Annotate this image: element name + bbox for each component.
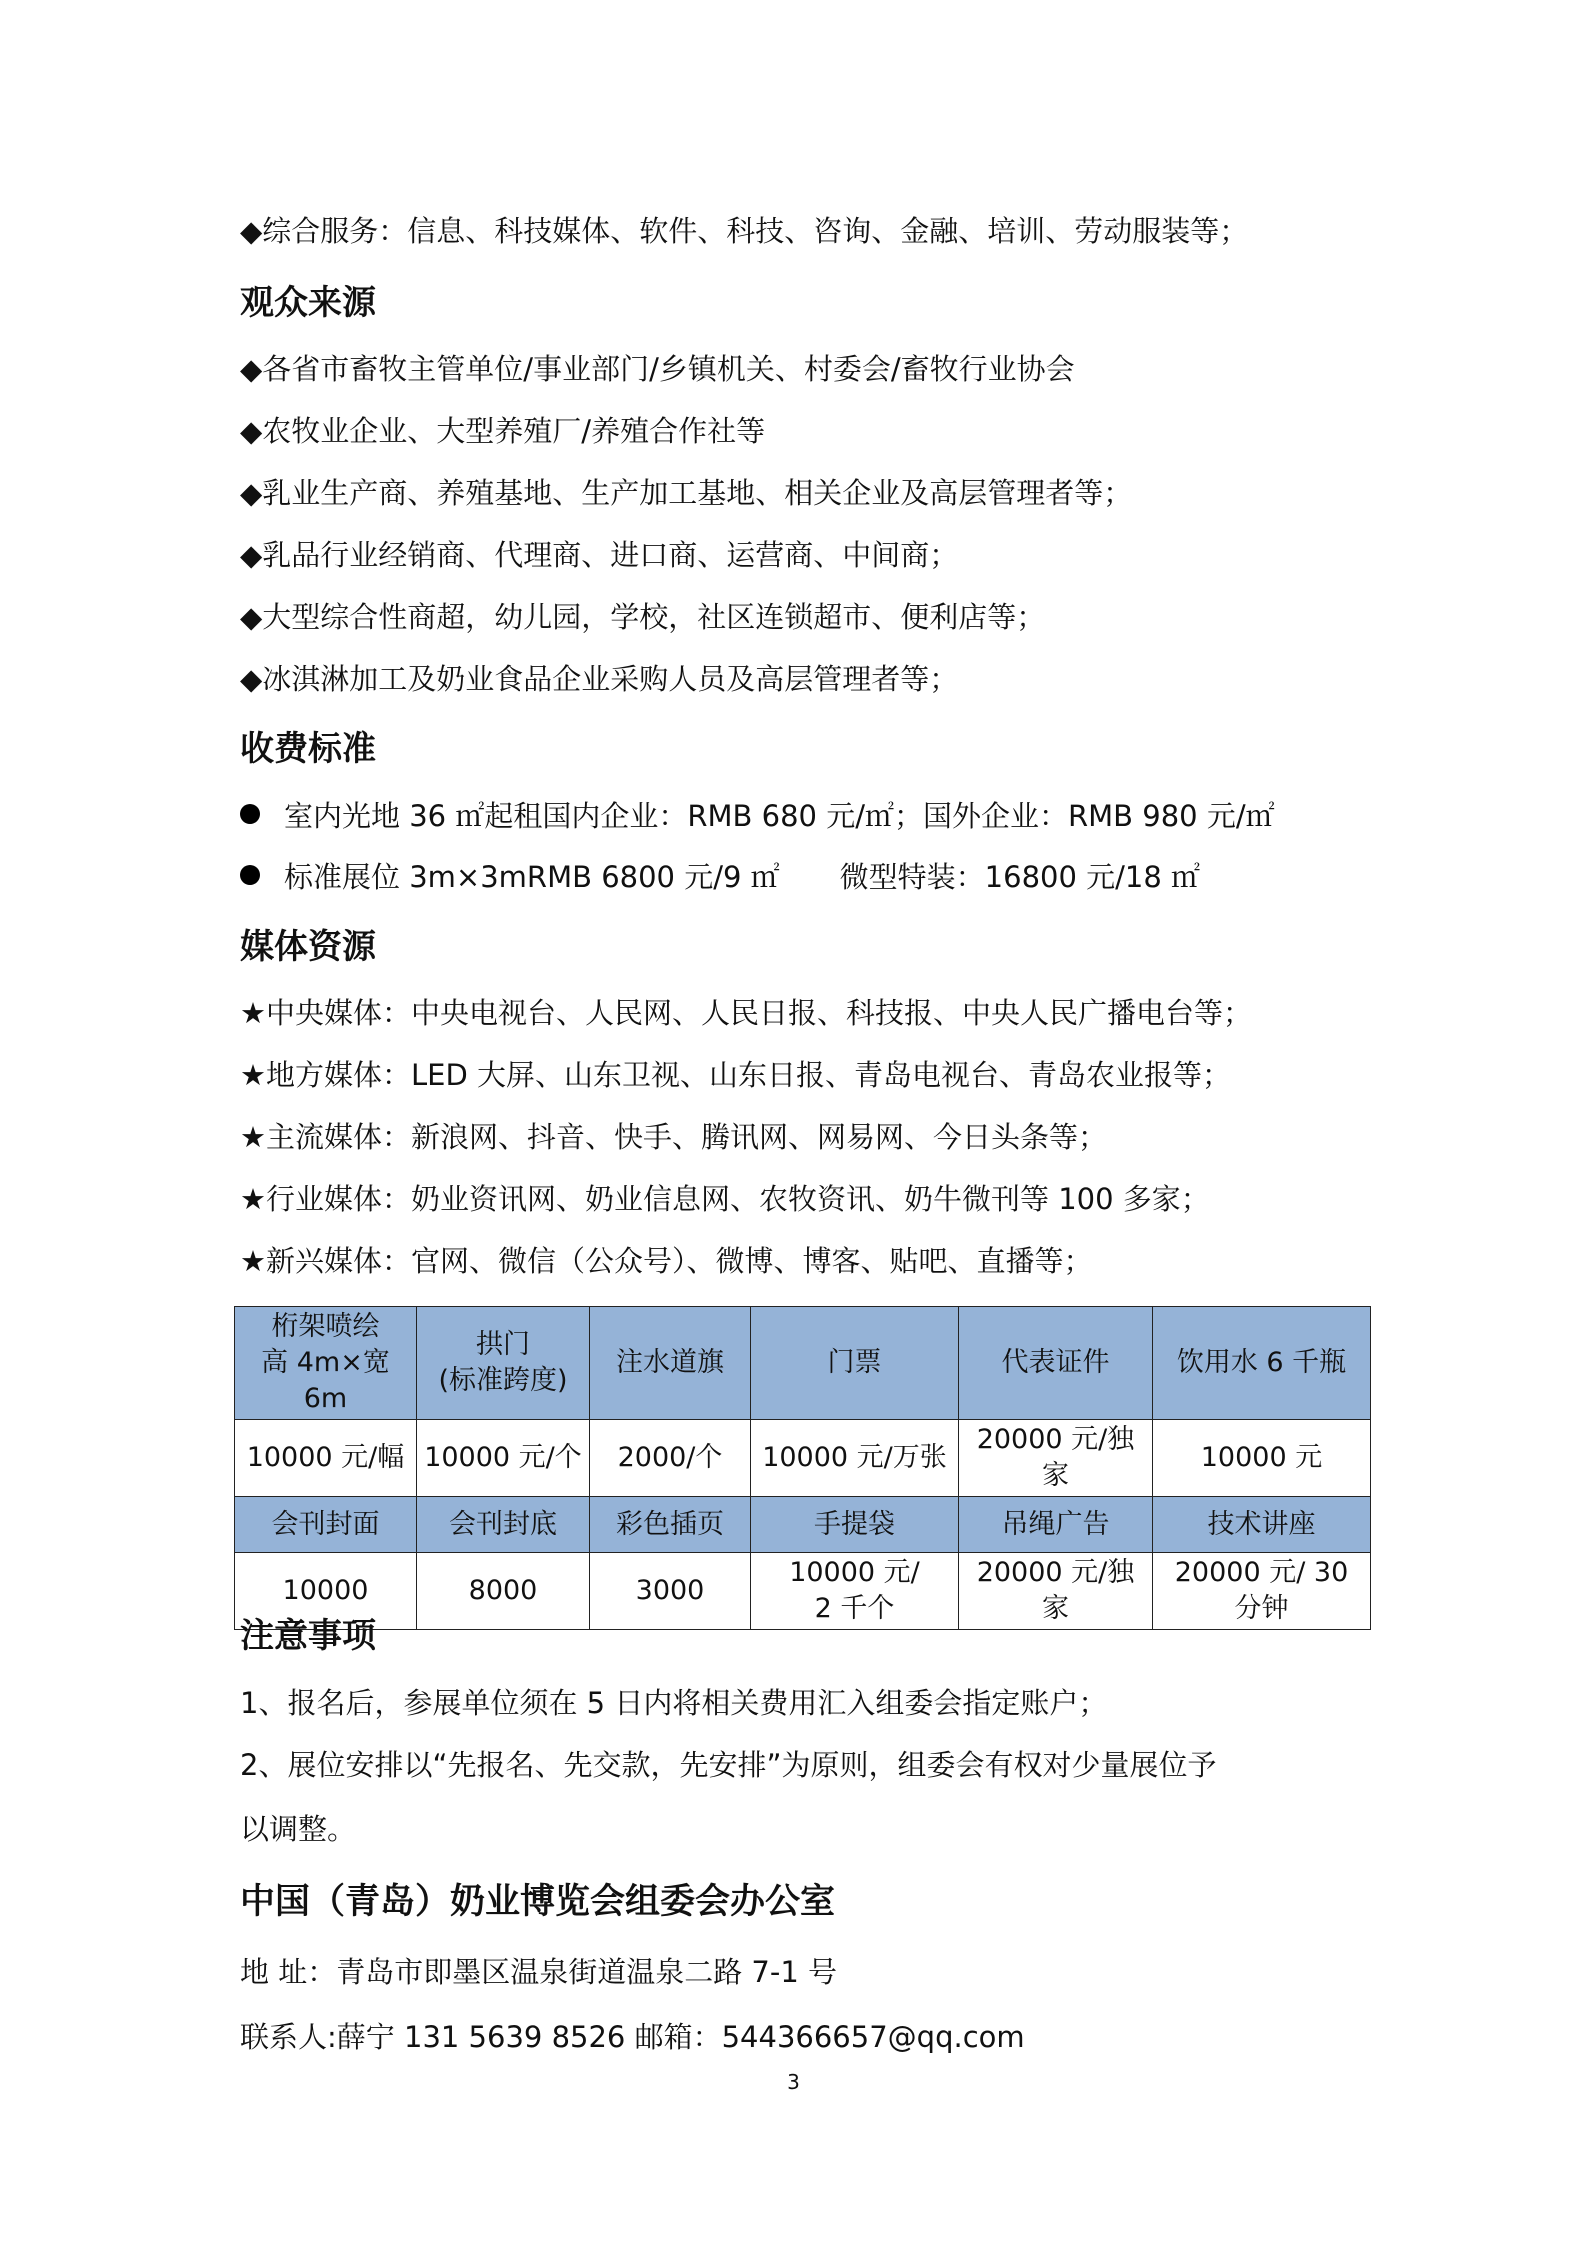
fees-heading: 收费标准 [240,729,376,769]
table-cell: 20000 元/独 家 [959,1553,1153,1630]
table-cell: 10000 元/万张 [751,1420,959,1497]
table-cell: 3000 [590,1553,751,1630]
audience-item: ◆乳品行业经销商、代理商、进口商、运营商、中间商； [240,538,959,572]
note-item-continuation: 以调整。 [240,1812,357,1846]
table-cell: 10000 元/ 2 千个 [751,1553,959,1630]
table-row [235,1553,1371,1630]
media-item: ★行业媒体：奶业资讯网、奶业信息网、农牧资讯、奶牛微刊等 100 多家； [240,1182,1210,1216]
table-header-cell: 会刊封底 [417,1497,590,1553]
table-header-row [235,1497,1371,1553]
audience-item: ◆各省市畜牧主管单位/事业部门/乡镇机关、村委会/畜牧行业协会 [240,352,1075,386]
media-item: ★中央媒体：中央电视台、人民网、人民日报、科技报、中央人民广播电台等； [240,996,1252,1030]
organizer-heading: 中国（青岛）奶业博览会组委会办公室 [240,1882,836,1922]
table-row [235,1420,1371,1497]
media-item: ★新兴媒体：官网、微信（公众号）、微博、博客、贴吧、直播等； [240,1244,1093,1278]
audience-item: ◆冰淇淋加工及奶业食品企业采购人员及高层管理者等； [240,662,959,696]
table-header-cell: 饮用水 6 千瓶 [1153,1307,1371,1420]
contact-line: 联系人:薛宁 131 5639 8526 邮箱：544366657@qq.com [240,2020,1025,2054]
audience-item: ◆乳业生产商、养殖基地、生产加工基地、相关企业及高层管理者等； [240,476,1133,510]
note-item: 2、展位安排以“先报名、先交款，先安排”为原则，组委会有权对少量展位予 [240,1748,1217,1782]
services-line: ◆综合服务：信息、科技媒体、软件、科技、咨询、金融、培训、劳动服装等； [240,214,1249,248]
table-header-cell: 会刊封面 [235,1497,417,1553]
table-cell: 10000 元/幅 [235,1420,417,1497]
media-item: ★主流媒体：新浪网、抖音、快手、腾讯网、网易网、今日头条等； [240,1120,1107,1154]
fee-line-indoor [240,796,1275,836]
table-cell: 10000 元 [1153,1420,1371,1497]
media-heading: 媒体资源 [240,927,376,967]
table-cell: 2000/个 [590,1420,751,1497]
table-header-row [235,1307,1371,1420]
table-header-cell: 代表证件 [959,1307,1153,1420]
advertising-fee-table [234,1306,1371,1630]
table-header-cell: 技术讲座 [1153,1497,1371,1553]
table-cell: 10000 [235,1553,417,1630]
media-item: ★地方媒体：LED 大屏、山东卫视、山东日报、青岛电视台、青岛农业报等； [240,1058,1232,1092]
table-header-cell: 注水道旗 [590,1307,751,1420]
audience-heading: 观众来源 [240,283,376,323]
fee-line-standard [240,857,1200,897]
note-item: 1、报名后，参展单位须在 5 日内将相关费用汇入组委会指定账户； [240,1686,1108,1720]
fee-indoor-text: 室内光地 36 ㎡起租国内企业：RMB 680 元/㎡；国外企业：RMB 980 元/㎡ [284,799,1275,833]
table-cell: 8000 [417,1553,590,1630]
fee-standard-text: 标准展位 3m×3mRMB 6800 元/9 ㎡ [284,860,780,894]
table-header-cell: 桁架喷绘 高 4m×宽 6m [235,1307,417,1420]
table-cell: 20000 元/独 家 [959,1420,1153,1497]
bullet-dot-icon [240,865,260,885]
fee-special-text: 微型特装：16800 元/18 ㎡ [839,860,1201,894]
table-header-cell: 门票 [751,1307,959,1420]
audience-item: ◆大型综合性商超，幼儿园，学校，社区连锁超市、便利店等； [240,600,1046,634]
address-line: 地 址：青岛市即墨区温泉街道温泉二路 7-1 号 [240,1955,838,1989]
table-header-cell: 彩色插页 [590,1497,751,1553]
table-header-cell: 吊绳广告 [959,1497,1153,1553]
table-cell: 10000 元/个 [417,1420,590,1497]
notes-heading: 注意事项 [240,1616,376,1656]
table-header-cell: 手提袋 [751,1497,959,1553]
page-number: 3 [787,2070,800,2094]
table-cell: 20000 元/ 30 分钟 [1153,1553,1371,1630]
audience-item: ◆农牧业企业、大型养殖厂/养殖合作社等 [240,414,766,448]
bullet-dot-icon [240,804,260,824]
table-header-cell: 拱门 (标准跨度) [417,1307,590,1420]
